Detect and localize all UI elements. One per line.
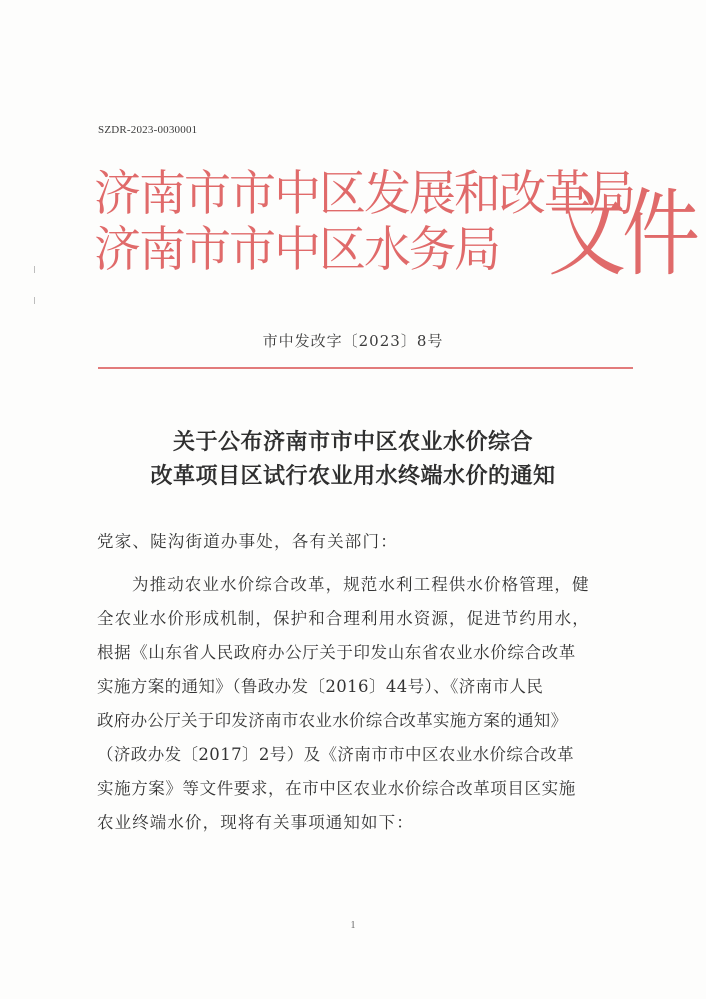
document-number: 市中发改字〔2023〕8号	[262, 332, 444, 350]
body-paragraph-line: 实施方案的通知》（鲁政办发〔2016〕44号）、《济南市人民	[97, 677, 544, 696]
issuer-line-1: 济南市市中区发展和改革局	[94, 165, 634, 222]
body-paragraph-line: 政府办公厅关于印发济南市农业水价综合改革实施方案的通知》	[97, 711, 568, 730]
page-number: 1	[350, 920, 356, 931]
red-divider-line	[98, 367, 633, 369]
issuer-line-2: 济南市市中区水务局	[94, 221, 499, 278]
issuer-suffix: 文件	[548, 179, 697, 290]
margin-mark	[34, 266, 35, 273]
body-paragraph-line: 农业终端水价，现将有关事项通知如下：	[97, 813, 414, 832]
body-paragraph-line: 根据《山东省人民政府办公厅关于印发山东省农业水价综合改革	[97, 643, 576, 662]
margin-mark	[34, 297, 35, 304]
body-paragraph-line: 实施方案》等文件要求，在市中区农业水价综合改革项目区实施	[97, 779, 576, 798]
body-paragraph-line: （济政办发〔2017〕2号）及《济南市市中区农业水价综合改革	[97, 745, 574, 764]
notice-title-line-1: 关于公布济南市市中区农业水价综合	[172, 430, 533, 455]
body-paragraph-line: 为推动农业水价综合改革，规范水利工程供水价格管理，健	[132, 575, 590, 594]
notice-title-line-2: 改革项目区试行农业用水终端水价的通知	[150, 464, 556, 489]
document-code: SZDR-2023-0030001	[98, 124, 198, 136]
body-paragraph-line: 全农业水价形成机制，保护和合理利用水资源，促进节约用水，	[97, 609, 590, 628]
addressee: 党家、陡沟街道办事处，各有关部门：	[97, 532, 398, 551]
